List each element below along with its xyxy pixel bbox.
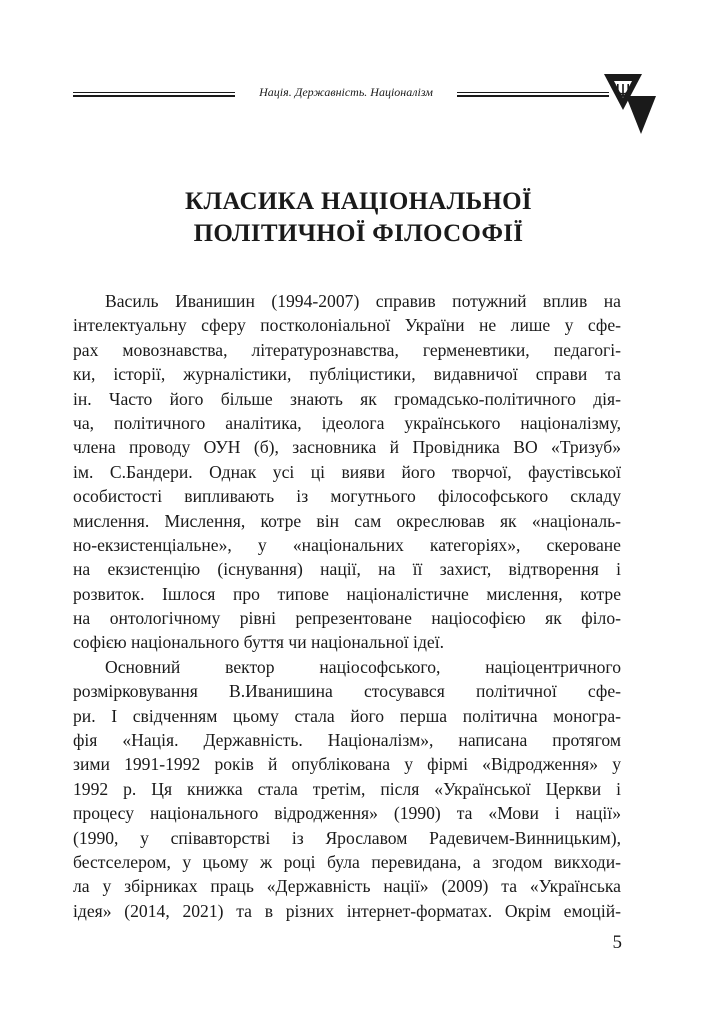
- chapter-title: [0, 186, 717, 250]
- text-line: ін. Часто його більше знають як громадсько-політичного дія-: [73, 388, 621, 409]
- chapter-title-line: ПОЛІТИЧНОЇ ФІЛОСОФІЇ: [193, 220, 524, 247]
- text-line: но-екзистенціальне», у «національних категоріях», скероване: [73, 534, 621, 555]
- text-line: Василь Иванишин (1994-2007) справив потужний вплив на: [105, 291, 621, 311]
- text-line: (1990, у співавторстві із Ярославом Радевичем-Винницьким),: [73, 827, 621, 848]
- text-line: на екзистенцію (існування) нації, на її захист, відтворення і: [73, 559, 621, 580]
- text-line: мислення. Мислення, котре він сам окреслював як «національ-: [73, 510, 621, 531]
- text-line: ча, політичного аналітика, ідеолога українського націоналізму,: [73, 412, 621, 433]
- text-line: зими 1991-1992 років й опублікована у фірмі «Відродження» у: [73, 754, 621, 775]
- chapter-title-line: КЛАСИКА НАЦІОНАЛЬНОЇ: [185, 188, 532, 215]
- text-line: розмірковування В.Иванишина стосувався політичної сфе-: [73, 681, 621, 702]
- text-line: процесу національного відродження» (1990) та «Мови і нації»: [73, 803, 621, 824]
- text-line: бестселером, у цьому ж році була перевидана, а згодом викходи-: [73, 851, 621, 872]
- text-line: софією національного буття чи національної ідеї.: [73, 632, 444, 653]
- page-header: [0, 0, 717, 140]
- header-rule-right: [457, 92, 609, 97]
- text-line: 1992 р. Ця книжка стала третім, після «Української Церкви і: [73, 778, 621, 799]
- text-line: ім. С.Бандери. Однак усі ці вияви його творчої, фаустівської: [73, 461, 621, 482]
- text-line: ла у збірниках праць «Державність нації» (2009) та «Українська: [73, 876, 621, 897]
- running-title: Нація. Державність. Націоналізм: [259, 85, 433, 99]
- text-line: Основний вектор націософського, націоцентричного: [105, 656, 621, 677]
- text-line: ки, історії, журналістики, публіцистики, видавничої справи та: [73, 364, 621, 385]
- text-line: ри. І свідченням цьому стала його перша політична моногра-: [73, 705, 621, 726]
- text-line: рах мовознавства, літературознавства, герменевтики, педагогі-: [73, 339, 621, 360]
- text-line: розвиток. Ішлося про типове націоналістичне мислення, котре: [73, 583, 621, 604]
- paragraph: [73, 655, 621, 923]
- text-line: особистості випливають із могутнього філософського складу: [73, 486, 621, 507]
- text-line: інтелектуальну сферу постколоніальної України не лише у сфе-: [73, 315, 621, 336]
- page-number: 5: [612, 932, 622, 953]
- text-line: члена проводу ОУН (б), засновника й Провідника ВО «Тризуб»: [73, 437, 621, 458]
- header-rule-left: [73, 92, 235, 97]
- body-text: [73, 289, 621, 923]
- text-line: фія «Нація. Державність. Націоналізм», написана протягом: [73, 730, 621, 751]
- trident-emblem-icon: [604, 72, 662, 134]
- text-line: на онтологічному рівні репрезентоване націософією як філо-: [73, 608, 621, 629]
- paragraph: [73, 289, 621, 655]
- text-line: ідея» (2014, 2021) та в різних інтернет-форматах. Окрім емоцій-: [73, 900, 621, 921]
